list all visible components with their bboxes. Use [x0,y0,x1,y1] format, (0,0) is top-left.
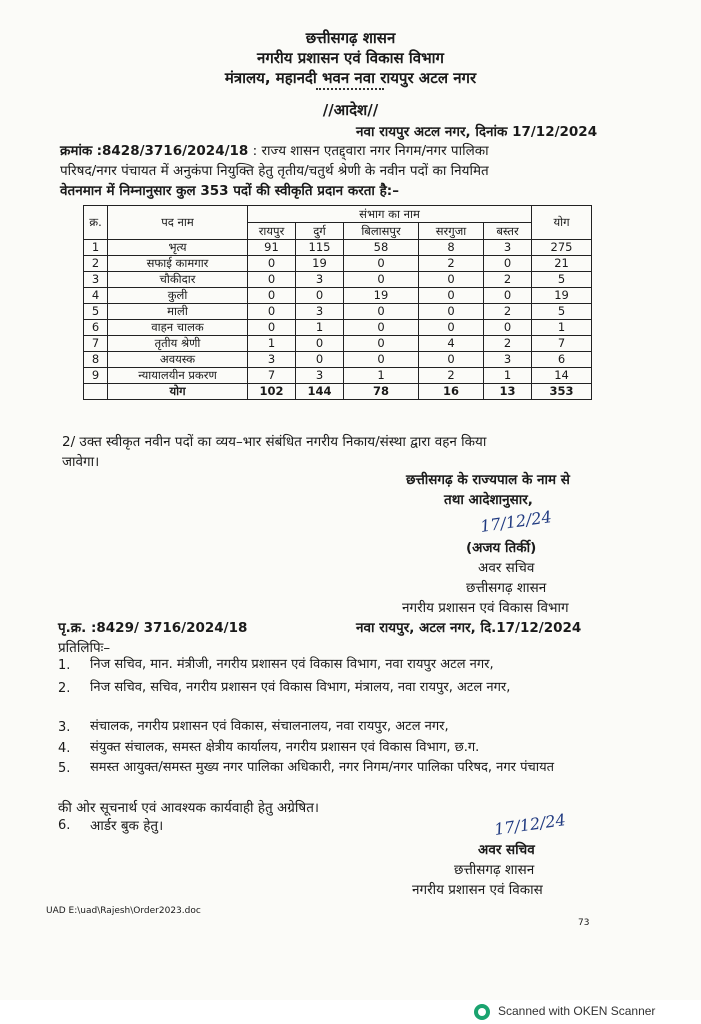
table-row [84,336,592,352]
row-value: 2 [484,304,532,320]
row-value: 3 [296,368,344,384]
endorsement-date: नवा रायपुर, अटल नगर, दि.17/12/2024 [356,620,582,636]
row-no: 2 [84,256,108,272]
row-value: 91 [248,240,296,256]
row-value: 3 [484,240,532,256]
copy-item-no: 6. [58,818,71,833]
row-value: 0 [296,352,344,368]
row-total: 275 [532,240,592,256]
row-value: 0 [344,336,419,352]
row-no: 1 [84,240,108,256]
row-value: 2 [419,256,484,272]
row-value: 1 [248,336,296,352]
row-value: 1 [484,368,532,384]
row-total: 7 [532,336,592,352]
signatory-dept: नगरीय प्रशासन एवं विकास विभाग [402,600,569,616]
row-total: 6 [532,352,592,368]
table-row [84,256,592,272]
order-line-2: परिषद/नगर पंचायत में अनुकंपा नियुक्ति हेतु तृतीय/चतुर्थ श्रेणी के नवीन पदों का नियमित [60,163,489,179]
row-value: 19 [344,288,419,304]
row-value: 0 [248,256,296,272]
table-row [84,304,592,320]
copy-item-text: समस्त आयुक्त/समस्त मुख्य नगर पालिका अधिकारी, नगर निगम/नगर पालिका परिषद, नगर पंचायत [90,760,555,775]
endorsement-ref: पृ.क्र. :8429/ 3716/2024/18 [58,620,248,636]
row-no: 7 [84,336,108,352]
division-header: रायपुर [248,223,296,240]
row-value: 1 [344,368,419,384]
file-path: UAD E:\uad\Rajesh\Order2023.doc [46,906,201,916]
row-value: 0 [484,320,532,336]
copy-item-text: संचालक, नगरीय प्रशासन एवं विकास, संचालनालय, नवा रायपुर, अटल नगर, [90,719,449,734]
table-total-row [84,384,592,400]
row-no: 4 [84,288,108,304]
copy-item-text: आर्डर बुक हेतु। [90,818,164,834]
table-row [84,288,592,304]
header-line-3: मंत्रालय, महानदी भवन नवा रायपुर अटल नगर [224,69,477,87]
row-value: 0 [248,320,296,336]
row-post: तृतीय श्रेणी [108,336,248,352]
row-total: 1 [532,320,592,336]
para2-line-1: 2/ उक्त स्वीकृत नवीन पदों का व्यय–भार संबंधित नगरीय निकाय/संस्था द्वारा वहन किया [62,434,487,450]
order-prefix: क्रमांक [60,143,93,159]
row-value: 0 [419,352,484,368]
signatory-name: (अजय तिर्की) [466,540,537,556]
signatory-govt: छत्तीसगढ़ शासन [466,580,547,596]
row-post: माली [108,304,248,320]
row-no [84,384,108,400]
row-post: सफाई कामगार [108,256,248,272]
copy-item-no: 1. [58,658,71,673]
copy-label: प्रतिलिपिः– [58,640,111,656]
row-value: 0 [296,336,344,352]
order-line-3: वेतनमान में निम्नानुसार कुल 353 पदों की स्वीकृति प्रदान करता है:– [60,183,399,199]
division-header: बिलासपुर [344,223,419,240]
copy-item-no: 5. [58,761,71,776]
row-no: 5 [84,304,108,320]
signatory-designation: अवर सचिव [478,560,535,576]
signatory-dept: नगरीय प्रशासन एवं विकास [412,882,543,898]
table-row [84,368,592,384]
row-no: 6 [84,320,108,336]
row-value: 115 [296,240,344,256]
row-value: 0 [344,272,419,288]
copy-item-text: निज सचिव, सचिव, नगरीय प्रशासन एवं विकास विभाग, मंत्रालय, नवा रायपुर, अटल नगर, [90,680,511,695]
row-no: 9 [84,368,108,384]
total-value: 78 [344,384,419,400]
row-value: 4 [419,336,484,352]
total-value: 16 [419,384,484,400]
page-number: 73 [578,918,590,928]
row-post: भृत्य [108,240,248,256]
order-line-1-rest: : राज्य शासन एतद्द्वारा नगर निगम/नगर पालिका [252,143,489,159]
copy-item-text: निज सचिव, मान. मंत्रीजी, नगरीय प्रशासन एवं विकास विभाग, नवा रायपुर अटल नगर, [90,657,494,672]
row-value: 0 [419,320,484,336]
order-line-1 [60,141,640,161]
row-value: 3 [484,352,532,368]
copy-item-text: संयुक्त संचालक, समस्त क्षेत्रीय कार्यालय, नगरीय प्रशासन एवं विकास विभाग, छ.ग. [90,740,480,755]
authority-line-2: तथा आदेशानुसार, [444,492,533,508]
row-no: 3 [84,272,108,288]
row-value: 3 [296,304,344,320]
row-value: 0 [248,272,296,288]
row-post: अवयस्क [108,352,248,368]
scanner-watermark-bar [0,1000,701,1024]
copy-item-no: 4. [58,741,71,756]
forward-line: की ओर सूचनार्थ एवं आवश्यक कार्यवाही हेतु अग्रेषित। [58,800,320,816]
row-value: 8 [419,240,484,256]
row-value: 0 [344,304,419,320]
row-value: 0 [484,256,532,272]
row-total: 21 [532,256,592,272]
table-row [84,240,592,256]
row-total: 14 [532,368,592,384]
row-value: 3 [248,352,296,368]
row-value: 0 [248,304,296,320]
row-value: 0 [344,352,419,368]
signature: 17/12/24 [479,507,553,536]
row-value: 2 [419,368,484,384]
division-header: बस्तर [484,223,532,240]
row-value: 58 [344,240,419,256]
oken-scanner-icon [474,1004,490,1020]
copy-item-no: 3. [58,720,71,735]
order-title: //आदेश// [322,101,379,119]
row-value: 3 [296,272,344,288]
table-row [84,272,592,288]
total-value: 102 [248,384,296,400]
row-total: 19 [532,288,592,304]
col-no-header: क्र. [84,206,108,240]
para2-line-2: जावेगा। [62,454,100,470]
row-value: 0 [484,288,532,304]
signatory-govt: छत्तीसगढ़ शासन [454,862,535,878]
row-value: 0 [344,320,419,336]
col-post-header: पद नाम [108,206,248,240]
row-value: 0 [419,304,484,320]
grand-total: 353 [532,384,592,400]
total-value: 13 [484,384,532,400]
row-post: न्यायालयीन प्रकरण [108,368,248,384]
col-total-header: योग [532,206,592,240]
row-value: 0 [296,288,344,304]
dateline-place: नवा रायपुर अटल नगर, दिनांक [356,124,508,140]
row-value: 19 [296,256,344,272]
row-total: 5 [532,272,592,288]
row-value: 2 [484,336,532,352]
dateline [356,122,597,142]
division-header: सरगुजा [419,223,484,240]
table-header-row [84,206,592,223]
signatory-designation: अवर सचिव [478,842,535,858]
row-value: 2 [484,272,532,288]
total-value: 144 [296,384,344,400]
signature: 17/12/24 [493,810,567,839]
row-total: 5 [532,304,592,320]
authority-line-1: छत्तीसगढ़ के राज्यपाल के नाम से [406,472,570,488]
posts-table [83,205,592,400]
row-value: 0 [344,256,419,272]
table-row [84,352,592,368]
header-line-1: छत्तीसगढ़ शासन [305,29,396,47]
col-division-header: संभाग का नाम [248,206,532,223]
row-value: 0 [419,288,484,304]
scanner-label: Scanned with OKEN Scanner [498,1004,656,1018]
table-row [84,320,592,336]
row-value: 0 [248,288,296,304]
order-ref: :8428/3716/2024/18 [96,143,249,159]
division-header: दुर्ग [296,223,344,240]
row-post: चौकीदार [108,272,248,288]
row-value: 0 [419,272,484,288]
row-value: 7 [248,368,296,384]
dateline-date: 17/12/2024 [512,124,598,140]
header-rule [316,88,384,90]
row-no: 8 [84,352,108,368]
total-label: योग [108,384,248,400]
copy-item-no: 2. [58,681,71,696]
row-post: कुली [108,288,248,304]
header-line-2: नगरीय प्रशासन एवं विकास विभाग [257,49,444,67]
row-post: वाहन चालक [108,320,248,336]
row-value: 1 [296,320,344,336]
